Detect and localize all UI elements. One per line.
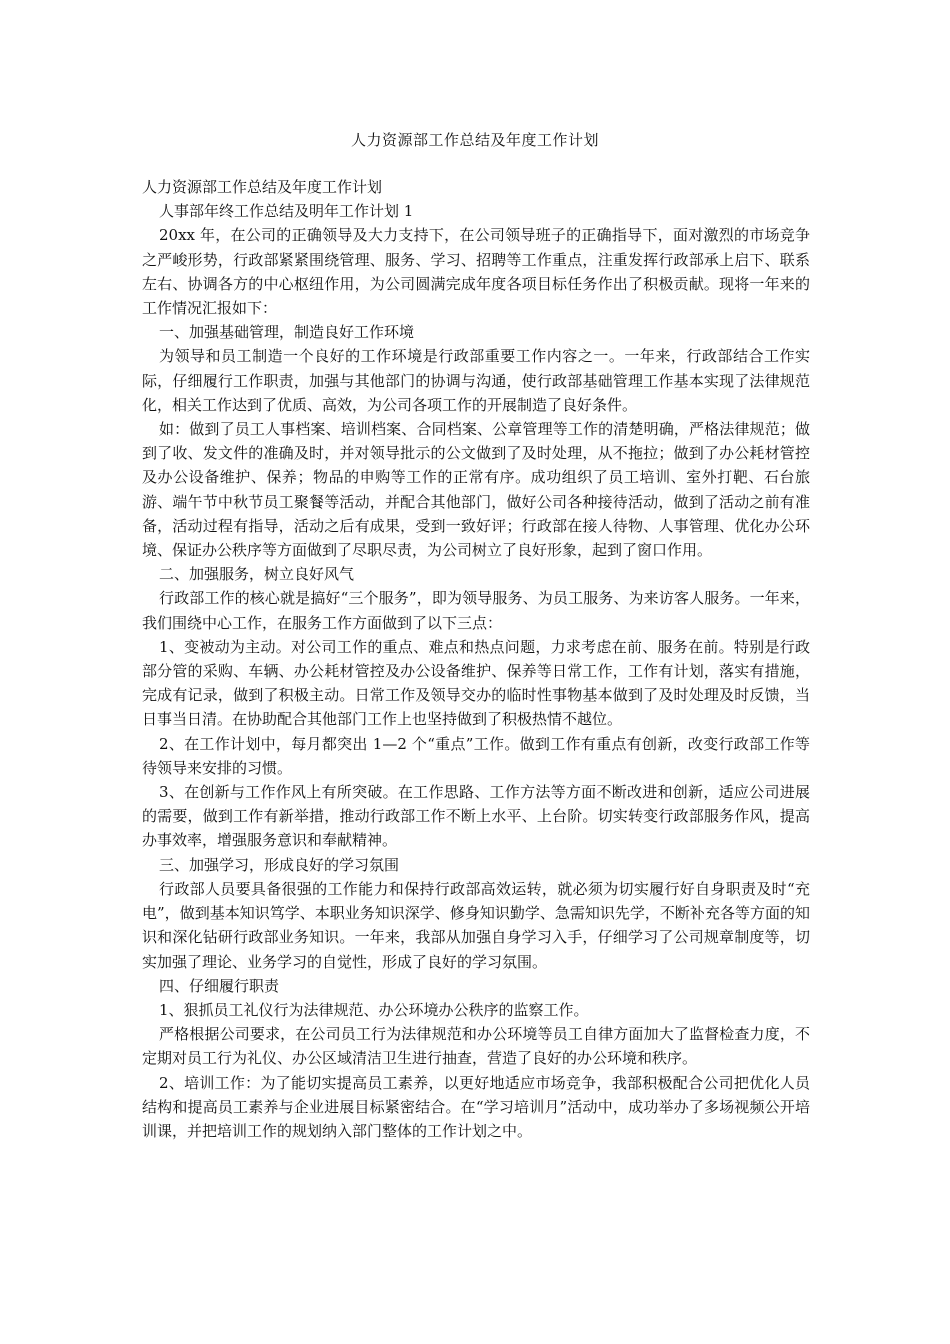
paragraph: 为领导和员工制造一个良好的工作环境是行政部重要工作内容之一。一年来，行政部结合工作实际，仔细履行工作职责，加强与其他部门的协调与沟通，使行政部基础管理工作基本实现了法律规范化，相关工作达到了优质、高效，为公司各项工作的开展制造了良好条件。 bbox=[142, 347, 810, 414]
section-heading: 三、加强学习，形成良好的学习氛围 bbox=[159, 855, 400, 874]
section-heading: 二、加强服务，树立良好风气 bbox=[159, 565, 355, 584]
paragraph: 人力资源部工作总结及年度工作计划 bbox=[142, 178, 383, 196]
paragraph: 人事部年终工作总结及明年工作计划 1 bbox=[159, 202, 414, 221]
document-body bbox=[142, 175, 810, 1143]
paragraph: 20xx 年，在公司的正确领导及大力支持下，在公司领导班子的正确指导下，面对激烈的市场竞争之严峻形势，行政部紧紧围绕管理、服务、学习、招聘等工作重点，注重发挥行政部承上启下、联系左右、协调各方的中心枢纽作用，为公司圆满完成年度各项目标任务作出了积极贡献。现将一年来的工作情况汇报如下： bbox=[142, 226, 810, 318]
paragraph: 3、在创新与工作作风上有所突破。在工作思路、工作方法等方面不断改进和创新，适应公司进展的需要，做到工作有新举措，推动行政部工作不断上水平、上台阶。切实转变行政部服务作风，提高办事效率，增强服务意识和奉献精神。 bbox=[142, 783, 810, 850]
paragraph: 严格根据公司要求，在公司员工行为法律规范和办公环境等员工自律方面加大了监督检查力度，不定期对员工行为礼仪、办公区域清洁卫生进行抽查，营造了良好的办公环境和秩序。 bbox=[142, 1025, 810, 1068]
paragraph: 1、变被动为主动。对公司工作的重点、难点和热点问题，力求考虑在前、服务在前。特别是行政部分管的采购、车辆、办公耗材管控及办公设备维护、保养等日常工作，工作有计划，落实有措施，完成有记录，做到了积极主动。日常工作及领导交办的临时性事物基本做到了及时处理及时反馈，当日事当日清。在协助配合其他部门工作上也坚持做到了积极热情不越位。 bbox=[142, 637, 810, 729]
paragraph: 行政部人员要具备很强的工作能力和保持行政部高效运转，就必须为切实履行好自身职责及时“充电”，做到基本知识笃学、本职业务知识深学、修身知识勤学、急需知识先学，不断补充各等方面的知识和深化钻研行政部业务知识。一年来，我部从加强自身学习入手，仔细学习了公司规章制度等，切实加强了理论、业务学习的自觉性，形成了良好的学习氛围。 bbox=[142, 879, 810, 971]
section-heading: 一、加强基础管理，制造良好工作环境 bbox=[159, 323, 415, 342]
paragraph: 如：做到了员工人事档案、培训档案、合同档案、公章管理等工作的清楚明确，严格法律规范；做到了收、发文件的准确及时，并对领导批示的公文做到了及时处理，从不拖拉；做到了办公耗材管控及办公设备维护、保养；物品的申购等工作的正常有序。成功组织了员工培训、室外打靶、石台旅游、端午节中秋节员工聚餐等活动，并配合其他部门，做好公司各种接待活动，做到了活动之前有准备，活动过程有指导，活动之后有成果，受到一致好评；行政部在接人待物、人事管理、优化办公环境、保证办公秩序等方面做到了尽职尽责，为公司树立了良好形象，起到了窗口作用。 bbox=[142, 420, 810, 560]
paragraph: 2、在工作计划中，每月都突出 1—2 个“重点”工作。做到工作有重点有创新，改变行政部工作等待领导来安排的习惯。 bbox=[142, 734, 810, 777]
document-title: 人力资源部工作总结及年度工作计划 bbox=[350, 131, 599, 149]
section-heading: 四、仔细履行职责 bbox=[159, 976, 280, 995]
paragraph: 2、培训工作：为了能切实提高员工素养，以更好地适应市场竞争，我部积极配合公司把优化人员结构和提高员工素养与企业进展目标紧密结合。在“学习培训月”活动中，成功举办了多场视频公开培训课，并把培训工作的规划纳入部门整体的工作计划之中。 bbox=[142, 1073, 810, 1140]
paragraph: 1、狠抓员工礼仪行为法律规范、办公环境办公秩序的监察工作。 bbox=[159, 1000, 589, 1019]
paragraph: 行政部工作的核心就是搞好“三个服务”，即为领导服务、为员工服务、为来访客人服务。一年来，我们围绕中心工作，在服务工作方面做到了以下三点： bbox=[142, 589, 810, 632]
